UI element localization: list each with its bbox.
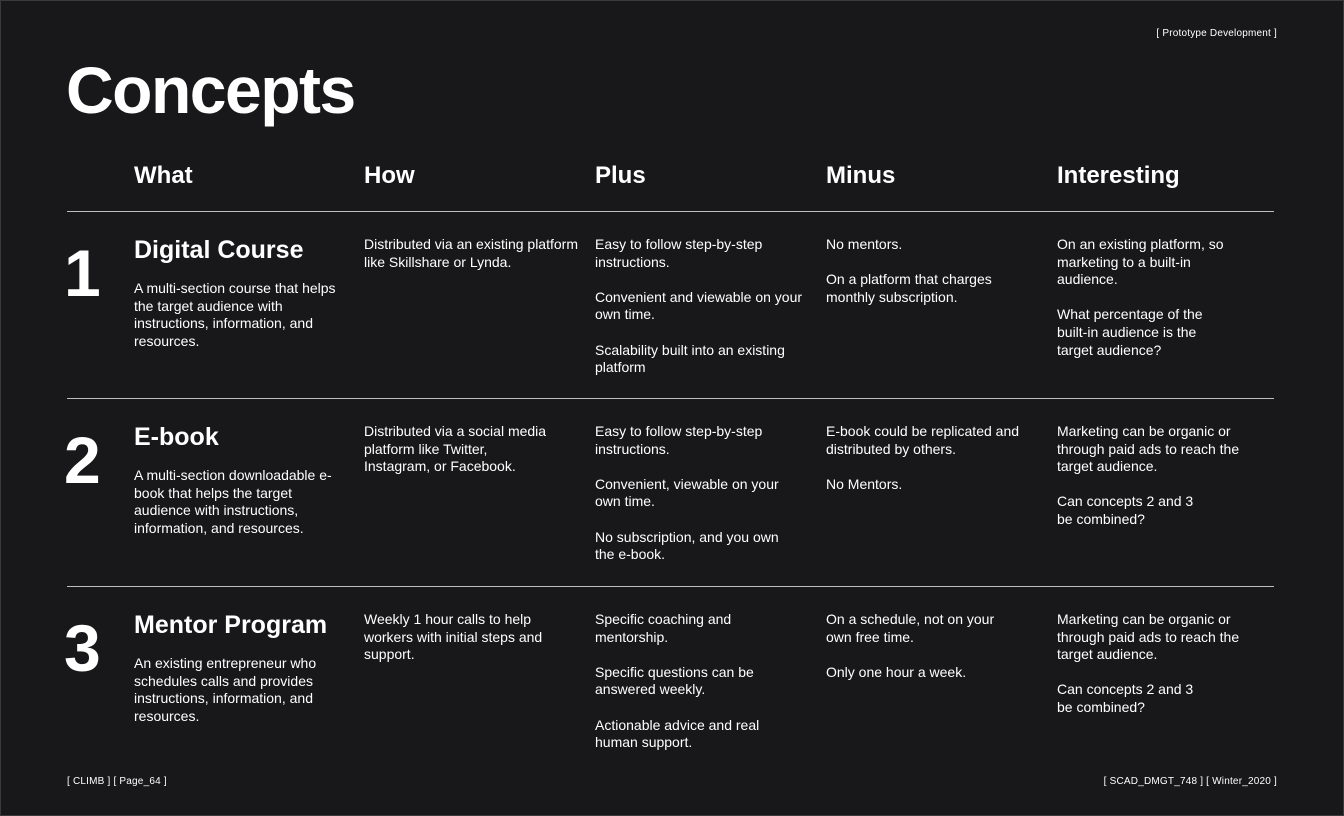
plus-item: Actionable advice and real human support. xyxy=(595,716,760,751)
minus-cell-3 xyxy=(826,611,1011,681)
how-cell-2 xyxy=(364,423,554,476)
plus-item: No subscription, and you own the e-book. xyxy=(595,528,779,563)
concept-number-2: 2 xyxy=(64,423,101,497)
section-tag: [ Prototype Development ] xyxy=(1156,28,1277,39)
interesting-item: Marketing can be organic or through paid ads to reach the target audience. xyxy=(1057,611,1240,663)
minus-item: E-book could be replicated and distributed by others. xyxy=(826,423,1020,457)
interesting-item: What percentage of the built-in audience is the target audience? xyxy=(1057,306,1203,358)
column-header-interesting: Interesting xyxy=(1057,162,1180,189)
plus-item: Specific coaching and mentorship. xyxy=(595,611,732,645)
minus-item: On a platform that charges monthly subscription. xyxy=(826,271,992,305)
minus-item: Only one hour a week. xyxy=(826,663,967,680)
plus-item: Convenient and viewable on your own time. xyxy=(595,288,803,323)
minus-cell-2 xyxy=(826,423,1044,493)
concept-title-2: E-book xyxy=(134,423,219,451)
plus-item: Specific questions can be answered weekly. xyxy=(595,663,754,698)
interesting-cell-1 xyxy=(1057,236,1232,359)
plus-item: Easy to follow step-by-step instructions. xyxy=(595,423,763,457)
how-item: Weekly 1 hour calls to help workers with initial steps and support. xyxy=(364,611,543,663)
interesting-cell-3 xyxy=(1057,611,1257,717)
concept-number-3: 3 xyxy=(64,611,101,685)
interesting-item: Marketing can be organic or through paid ads to reach the target audience. xyxy=(1057,423,1240,475)
plus-cell-2 xyxy=(595,423,795,564)
concept-title-1: Digital Course xyxy=(134,236,304,264)
interesting-item: On an existing platform, so marketing to a built-in audience. xyxy=(1057,236,1224,288)
concept-description-3: An existing entrepreneur who schedules calls and provides instructions, information, and resources. xyxy=(134,655,317,724)
page-title: Concepts xyxy=(66,53,355,127)
interesting-cell-2 xyxy=(1057,423,1257,529)
footer-right: [ SCAD_DMGT_748 ] [ Winter_2020 ] xyxy=(1103,776,1277,787)
plus-cell-3 xyxy=(595,611,780,752)
how-cell-3 xyxy=(364,611,564,664)
concept-description-1: A multi-section course that helps the target audience with instructions, information, and resources. xyxy=(134,280,336,349)
interesting-item: Can concepts 2 and 3 be combined? xyxy=(1057,493,1194,527)
column-header-plus: Plus xyxy=(595,162,646,189)
minus-item: No Mentors. xyxy=(826,475,903,492)
concept-title-3: Mentor Program xyxy=(134,611,328,639)
column-header-what: What xyxy=(134,162,193,189)
header-divider xyxy=(67,211,1274,212)
concept-description-2: A multi-section downloadable e-book that helps the target audience with instructions, information, and resources. xyxy=(134,467,332,536)
row-divider-1 xyxy=(67,398,1274,399)
minus-item: No mentors. xyxy=(826,236,903,252)
how-item: Distributed via a social media platform like Twitter, Instagram, or Facebook. xyxy=(364,423,547,475)
plus-item: Scalability built into an existing platform xyxy=(595,341,785,376)
plus-item: Easy to follow step-by-step instructions. xyxy=(595,236,763,270)
minus-cell-1 xyxy=(826,236,1044,306)
minus-item: On a schedule, not on your own free time. xyxy=(826,611,995,645)
column-header-minus: Minus xyxy=(826,162,896,189)
footer-left: [ CLIMB ] [ Page_64 ] xyxy=(67,776,167,787)
how-cell-1 xyxy=(364,236,582,271)
row-divider-2 xyxy=(67,586,1274,587)
concept-number-1: 1 xyxy=(64,236,101,310)
how-item: Distributed via an existing platform like Skillshare or Lynda. xyxy=(364,236,578,270)
column-header-how: How xyxy=(364,162,415,189)
interesting-item: Can concepts 2 and 3 be combined? xyxy=(1057,681,1194,715)
plus-item: Convenient, viewable on your own time. xyxy=(595,475,779,510)
plus-cell-1 xyxy=(595,236,813,377)
